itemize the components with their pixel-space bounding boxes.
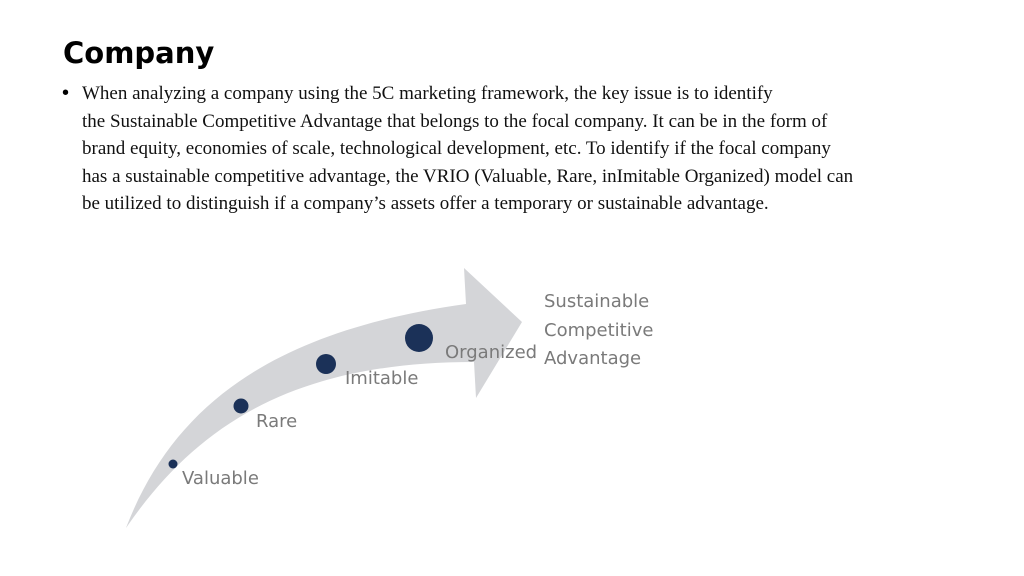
outcome-label-line-3: Advantage [544, 348, 642, 369]
stage-dot-valuable [169, 460, 178, 469]
stage-label-organized: Organized [445, 342, 538, 363]
outcome-label-line-2: Competitive [544, 320, 654, 341]
bullet-icon: • [62, 82, 70, 104]
stage-label-valuable: Valuable [182, 468, 259, 489]
bullet-line: the Sustainable Competitive Advantage that belongs to the focal company. It can be in the form of [82, 110, 828, 132]
stage-dot-rare [234, 399, 249, 414]
stage-dot-organized [405, 324, 433, 352]
bullet-line: be utilized to distinguish if a company’s assets offer a temporary or sustainable advantage. [82, 193, 769, 214]
bullet-line: brand equity, economies of scale, technological development, etc. To identify if the focal company [82, 138, 831, 159]
stage-dot-imitable [316, 354, 336, 374]
slide-title: Company [63, 36, 215, 70]
outcome-label-line-1: Sustainable [544, 291, 650, 312]
bullet-line: has a sustainable competitive advantage, the VRIO (Valuable, Rare, inImitable Organized) model can [82, 165, 854, 187]
bullet-line: When analyzing a company using the 5C marketing framework, the key issue is to identify [82, 83, 773, 104]
curved-arrow-shape [126, 268, 522, 528]
stage-label-imitable: Imitable [345, 368, 419, 389]
stage-label-rare: Rare [256, 411, 298, 432]
